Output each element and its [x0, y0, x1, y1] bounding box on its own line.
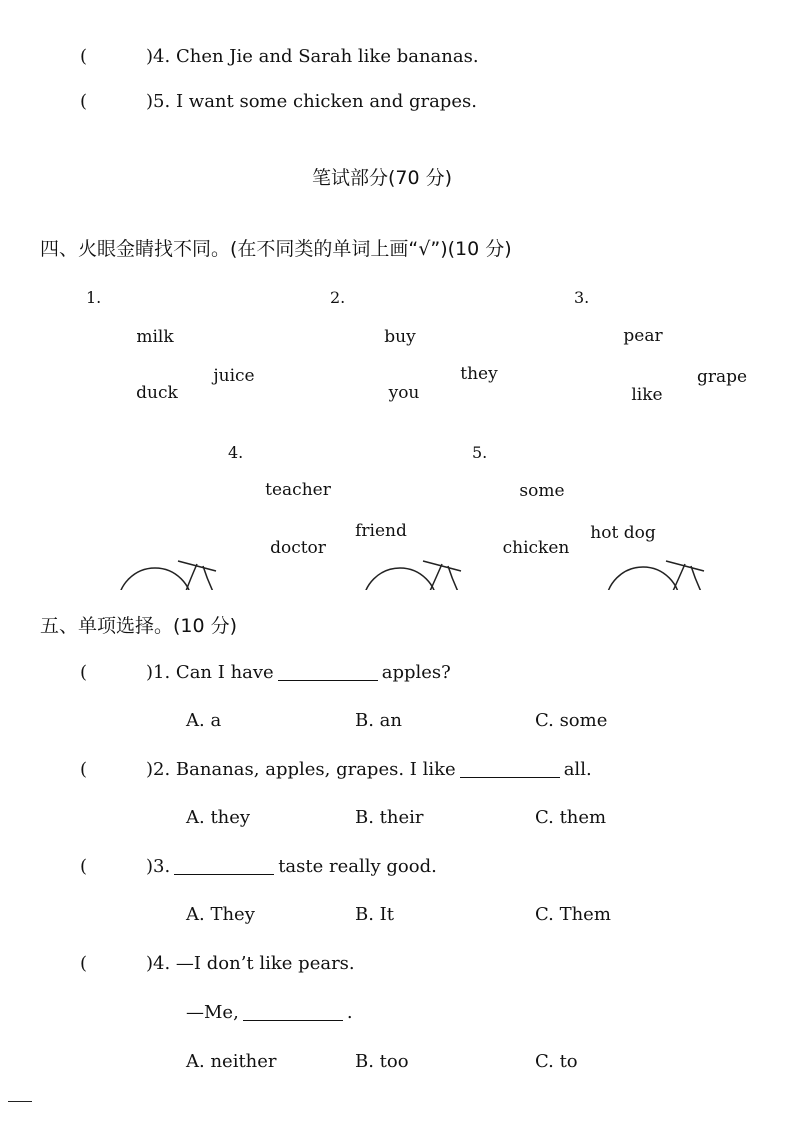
cherry-word[interactable]: grape: [696, 367, 748, 387]
cherry-word[interactable]: teacher: [265, 480, 331, 500]
cherry-word[interactable]: they: [460, 364, 498, 384]
item-text: I want some chicken and grapes.: [175, 91, 477, 112]
cherry-word[interactable]: friend: [355, 521, 407, 541]
cherry-word[interactable]: duck: [136, 383, 178, 403]
group-number: 2.: [330, 288, 346, 307]
question-4-line2: [186, 1002, 353, 1023]
question-text: all.: [563, 759, 592, 780]
cherry-word[interactable]: chicken: [502, 538, 570, 558]
option-b[interactable]: B. an: [355, 710, 402, 731]
question-text: )2. Bananas, apples, grapes. I like: [146, 759, 456, 780]
item-number: 4.: [153, 46, 171, 67]
option-c[interactable]: C. some: [535, 710, 608, 731]
cherry-word[interactable]: milk: [136, 327, 174, 347]
section5-title: 五、单项选择。(10 分): [40, 615, 238, 637]
section4-title: 四、火眼金睛找不同。(在不同类的单词上画“√”)(10 分): [40, 238, 512, 260]
answer-paren: (: [80, 856, 88, 877]
option-a[interactable]: A. They: [186, 904, 255, 925]
answer-paren: (: [80, 953, 88, 974]
answer-paren: (: [80, 759, 88, 780]
item-number: 5.: [153, 91, 171, 112]
answer-blank[interactable]: [460, 759, 560, 778]
footer-divider: [8, 1101, 32, 1102]
cherry-word[interactable]: hot dog: [590, 523, 656, 543]
option-a[interactable]: A. they: [186, 807, 251, 828]
item-text: Chen Jie and Sarah like bananas.: [175, 46, 479, 67]
written-part-title: 笔试部分(70 分): [312, 167, 453, 189]
option-b[interactable]: B. their: [355, 807, 424, 828]
answer-paren: (: [80, 91, 88, 112]
answer-paren: (: [80, 662, 88, 683]
question-text: —Me,: [186, 1002, 239, 1023]
question-text: )1. Can I have: [146, 662, 274, 683]
question-text: taste really good.: [278, 856, 437, 877]
cherry-word[interactable]: doctor: [270, 538, 326, 558]
option-c[interactable]: C. Them: [535, 904, 611, 925]
question-1: [146, 662, 451, 683]
question-2: [146, 759, 592, 780]
cherry-diagrams: [0, 270, 794, 590]
option-c[interactable]: C. them: [535, 807, 607, 828]
answer-blank[interactable]: [278, 662, 378, 681]
group-number: 4.: [228, 443, 244, 462]
option-b[interactable]: B. too: [355, 1051, 409, 1072]
listening-item-5: )5. I want some chicken and grapes.: [146, 91, 477, 112]
question-4: )4. —I don’t like pears.: [146, 953, 355, 974]
group-number: 3.: [574, 288, 590, 307]
answer-blank[interactable]: [174, 856, 274, 875]
question-text: )3.: [146, 856, 171, 877]
option-c[interactable]: C. to: [535, 1051, 578, 1072]
cherry-word[interactable]: buy: [384, 327, 416, 347]
answer-paren: (: [80, 46, 88, 67]
answer-blank[interactable]: [243, 1002, 343, 1021]
listening-item-4: )4. Chen Jie and Sarah like bananas.: [146, 46, 479, 67]
cherry-word[interactable]: like: [631, 385, 663, 405]
cherry-word[interactable]: some: [519, 481, 565, 501]
option-a[interactable]: A. neither: [186, 1051, 277, 1072]
option-a[interactable]: A. a: [186, 710, 222, 731]
cherry-word[interactable]: pear: [623, 326, 663, 346]
question-3: [146, 856, 437, 877]
question-text: .: [346, 1002, 353, 1023]
group-number: 1.: [86, 288, 102, 307]
cherry-word[interactable]: juice: [213, 366, 255, 386]
cherry-word[interactable]: you: [388, 383, 420, 403]
option-b[interactable]: B. It: [355, 904, 395, 925]
group-number: 5.: [472, 443, 488, 462]
question-text: apples?: [381, 662, 451, 683]
